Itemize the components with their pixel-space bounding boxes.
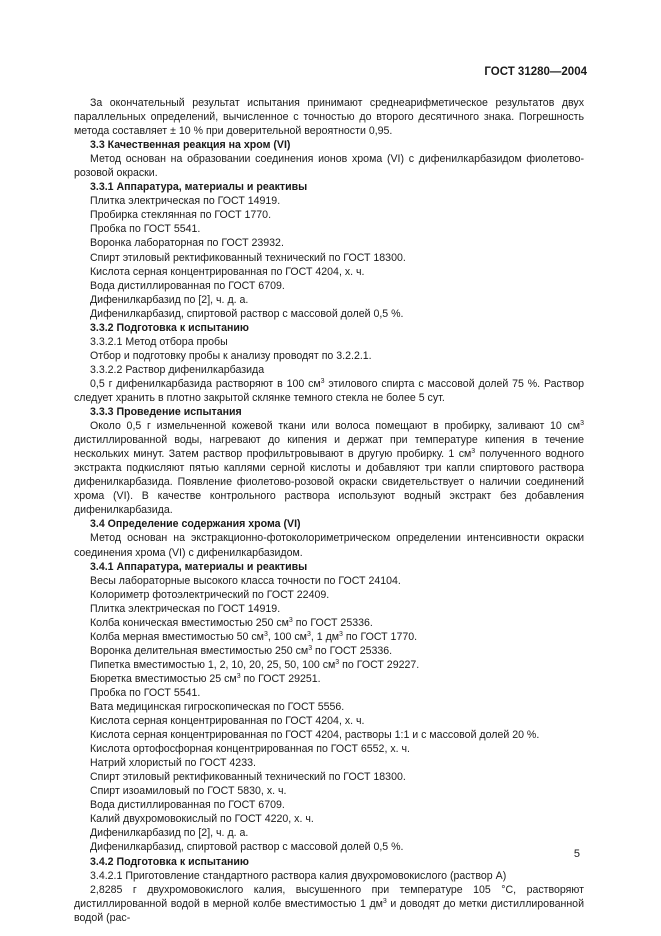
paragraph: Спирт этиловый ректификованный технический по ГОСТ 18300.: [90, 771, 406, 784]
paragraph: Вата медицинская гигроскопическая по ГОСТ 5556.: [90, 701, 345, 714]
paragraph: Пробка по ГОСТ 5541.: [90, 686, 201, 699]
paragraph: Кислота серная концентрированная по ГОСТ 4204, х. ч.: [90, 715, 365, 728]
paragraph: Вода дистиллированная по ГОСТ 6709.: [90, 279, 285, 292]
paragraph: Около 0,5 г измельченной кожевой ткани или волоса помещают в пробирку, заливают 10 $см^3$ дистиллированной воды, нагревают до кипения и держат при температуре кипения в течение нескольких минут. Затем раствор профильтровывают в другую пробирку. 1 $см^3$ полученного водного экстракта подкисляют пятью каплями серной кислоты и добавляют три капли спиртового раствора дифенилкарбазида. Появление фиолетово-розовой окраски свидетельствует о наличии соединений хрома (VI). В качестве контрольного раствора используют водный экстракт без добавления дифенилкарбазида.: [74, 420, 584, 517]
standard-number: ГОСТ 31280—2004: [484, 66, 587, 78]
paragraph: Пробка по ГОСТ 5541.: [90, 223, 201, 236]
paragraph: Спирт изоамиловый по ГОСТ 5830, х. ч.: [90, 785, 287, 798]
paragraph: 3.3.2.1 Метод отбора пробы: [90, 335, 228, 348]
paragraph: Спирт этиловый ректификованный технический по ГОСТ 18300.: [90, 251, 406, 264]
section-heading: 3.4.1 Аппаратура, материалы и реактивы: [90, 560, 308, 573]
paragraph: Плитка электрическая по ГОСТ 14919.: [90, 195, 281, 208]
section-heading: 3.4 Определение содержания хрома (VI): [90, 518, 301, 531]
paragraph: Колба коническая вместимостью 250 $см^3$ по ГОСТ 25336.: [90, 616, 373, 629]
paragraph: 2,8285 г двухромовокислого калия, высушенного при температуре 105 °С, растворяют дистиллированной водой в мерной колбе вместимостью 1 $дм^3$ и доводят до метки дистиллированной водой (рас-: [74, 883, 584, 924]
paragraph: Весы лабораторные высокого класса точности по ГОСТ 24104.: [90, 574, 401, 587]
paragraph: Плитка электрическая по ГОСТ 14919.: [90, 602, 281, 615]
paragraph: Пробирка стеклянная по ГОСТ 1770.: [90, 209, 272, 222]
paragraph: Калий двухромовокислый по ГОСТ 4220, х. ч.: [90, 813, 314, 826]
paragraph: Дифенилкарбазид по [2], ч. д. а.: [90, 827, 249, 840]
section-heading: 3.4.2 Подготовка к испытанию: [90, 855, 249, 868]
paragraph: Колориметр фотоэлектрический по ГОСТ 22409.: [90, 588, 330, 601]
section-heading: 3.3.1 Аппаратура, материалы и реактивы: [90, 181, 308, 194]
paragraph: Дифенилкарбазид по [2], ч. д. а.: [90, 293, 249, 306]
paragraph: 3.3.2.2 Раствор дифенилкарбазида: [90, 363, 265, 376]
paragraph: Метод основан на образовании соединения ионов хрома (VI) с дифенилкарбазидом фиолетово-розовой окраски.: [74, 153, 584, 180]
section-heading: 3.3.2 Подготовка к испытанию: [90, 321, 249, 334]
paragraph: Натрий хлористый по ГОСТ 4233.: [90, 757, 256, 770]
document-body: [74, 96, 584, 925]
paragraph: 3.4.2.1 Приготовление стандартного раствора калия двухромовокислого (раствор А): [90, 869, 507, 882]
paragraph: Кислота серная концентрированная по ГОСТ 4204, растворы 1:1 и с массовой долей 20 %.: [90, 729, 540, 742]
page-number: 5: [573, 848, 580, 860]
paragraph: Колба мерная вместимостью 50 $см^3$, 100 $см^3$, 1 $дм^3$ по ГОСТ 1770.: [90, 630, 418, 643]
section-heading: 3.3.3 Проведение испытания: [90, 406, 242, 419]
paragraph: Кислота ортофосфорная концентрированная по ГОСТ 6552, х. ч.: [90, 743, 410, 756]
paragraph: Пипетка вместимостью 1, 2, 10, 20, 25, 50, 100 $см^3$ по ГОСТ 29227.: [90, 658, 420, 671]
paragraph: Дифенилкарбазид, спиртовой раствор с массовой долей 0,5 %.: [90, 841, 404, 854]
paragraph: За окончательный результат испытания принимают среднеарифметическое результатов двух параллельных определений, вычисленное с точностью до второго десятичного знака. Погрешность метода составляет ± 10 % при доверительной вероятности 0,95.: [74, 97, 584, 138]
paragraph: Отбор и подготовку пробы к анализу проводят по 3.2.2.1.: [90, 349, 372, 362]
section-heading: 3.3 Качественная реакция на хром (VI): [90, 139, 291, 152]
paragraph: 0,5 г дифенилкарбазида растворяют в 100 $см^3$ этилового спирта с массовой долей 75 %. Раствор следует хранить в плотно закрытой склянке темного стекла не более 5 сут.: [74, 377, 584, 404]
paragraph: Бюретка вместимостью 25 $см^3$ по ГОСТ 29251.: [90, 672, 321, 685]
paragraph: Дифенилкарбазид, спиртовой раствор с массовой долей 0,5 %.: [90, 307, 404, 320]
paragraph: Кислота серная концентрированная по ГОСТ 4204, х. ч.: [90, 265, 365, 278]
paragraph: Метод основан на экстракционно-фотоколориметрическом определении интенсивности окраски соединения хрома (VI) с дифенилкарбазидом.: [74, 532, 584, 559]
paragraph: Вода дистиллированная по ГОСТ 6709.: [90, 799, 285, 812]
paragraph: Воронка лабораторная по ГОСТ 23932.: [90, 237, 284, 250]
paragraph: Воронка делительная вместимостью 250 $см^3$ по ГОСТ 25336.: [90, 644, 393, 657]
